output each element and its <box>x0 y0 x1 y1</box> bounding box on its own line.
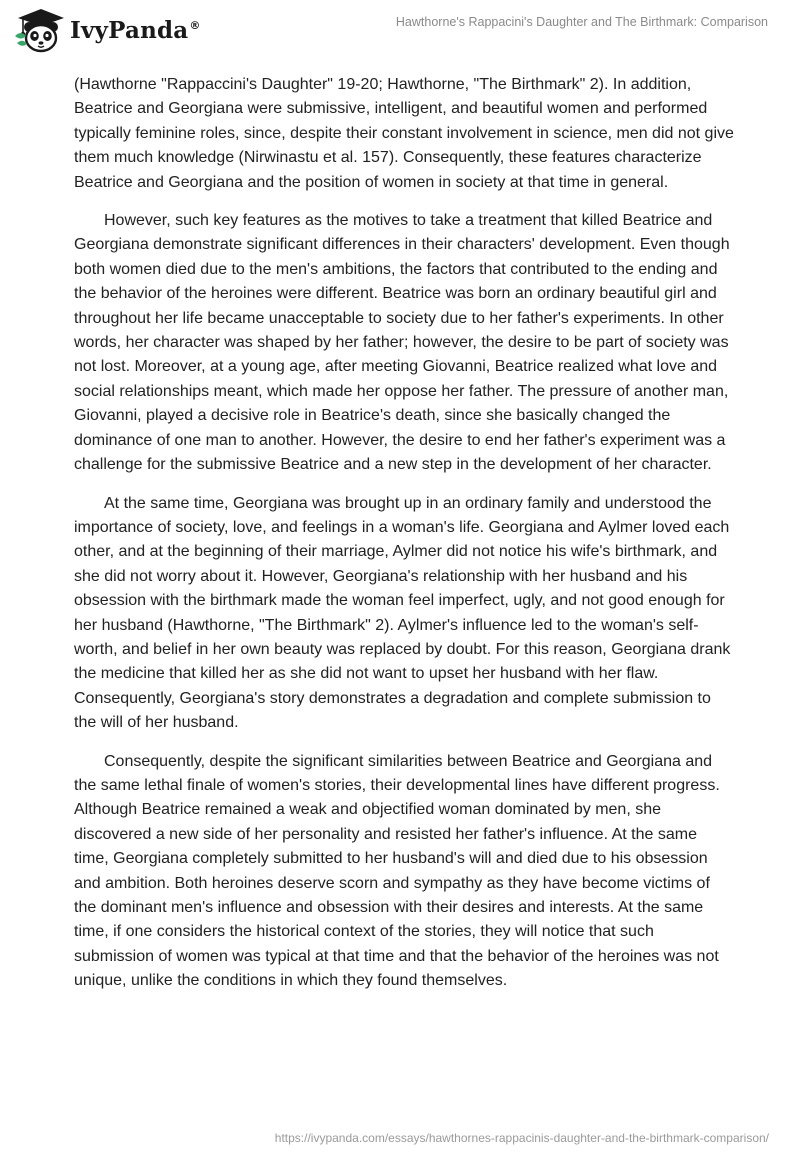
panda-graduate-icon <box>12 6 68 54</box>
source-url[interactable]: https://ivypanda.com/essays/hawthornes-rappacinis-daughter-and-the-birthmark-comparison/ <box>274 1131 769 1145</box>
essay-body <box>74 73 734 1008</box>
document-title: Hawthorne's Rappacini's Daughter and The Birthmark: Comparison <box>395 15 768 29</box>
page-header <box>0 0 800 60</box>
ivypanda-logo[interactable] <box>12 6 201 54</box>
registered-mark: ® <box>189 18 201 32</box>
paragraph: However, such key features as the motives to take a treatment that killed Beatrice and Georgiana demonstrate significant differences in their characters' development. Even though both women died due to the men's ambitions, the factors that contributed to the ending and the behavior of the heroines were different. Beatrice was born an ordinary beautiful girl and throughout her life became unacceptable to society due to her father's experiments. In other words, her character was shaped by her father; however, the desire to be part of society was not lost. Moreover, at a young age, after meeting Giovanni, Beatrice realized what love and social relationships meant, which made her oppose her father. The pressure of another man, Giovanni, played a decisive role in Beatrice's death, since she basically changed the dominance of one man to another. However, the desire to end her father's experiment was a challenge for the submissive Beatrice and a new step in the development of her character. <box>74 212 730 474</box>
brand-name: IvyPanda® <box>70 16 201 44</box>
paragraph: Consequently, despite the significant similarities between Beatrice and Georgiana and the same lethal finale of women's stories, their developmental lines have different progress. Although Beatrice remained a weak and objectified woman dominated by men, she discovered a new side of her personality and resisted her father's influence. At the same time, Georgiana completely submitted to her husband's will and died due to his obsession and ambition. Both heroines deserve scorn and sympathy as they have become victims of the dominant men's influence and obsession with their desires and interests. At the same time, if one considers the historical context of the stories, they will notice that such submission of women was typical at that time and that the behavior of the heroines was not unique, unlike the conditions in which they found themselves. <box>74 752 720 990</box>
paragraph: At the same time, Georgiana was brought up in an ordinary family and understood the importance of society, love, and feelings in a woman's life. Georgiana and Aylmer loved each other, and at the beginning of their marriage, Aylmer did not notice his wife's birthmark, and she did not worry about it. However, Georgiana's relationship with her husband and his obsession with the birthmark made the woman feel imperfect, ugly, and not good enough for her husband (Hawthorne, "The Birthmark" 2). Aylmer's influence led to the woman's self-worth, and belief in her own beauty was replaced by doubt. For this reason, Georgiana drank the medicine that killed her as she did not want to upset her husband with her flaw. Consequently, Georgiana's story demonstrates a degradation and complete submission to the will of her husband. <box>74 494 731 732</box>
paragraph: (Hawthorne "Rappaccini's Daughter" 19-20; Hawthorne, "The Birthmark" 2). In addition, Beatrice and Georgiana were submissive, intelligent, and beautiful women and performed typically feminine roles, since, despite their constant involvement in science, men did not give them much knowledge (Nirwinastu et al. 157). Consequently, these features characterize Beatrice and Georgiana and the position of women in society at that time in general. <box>74 76 734 191</box>
